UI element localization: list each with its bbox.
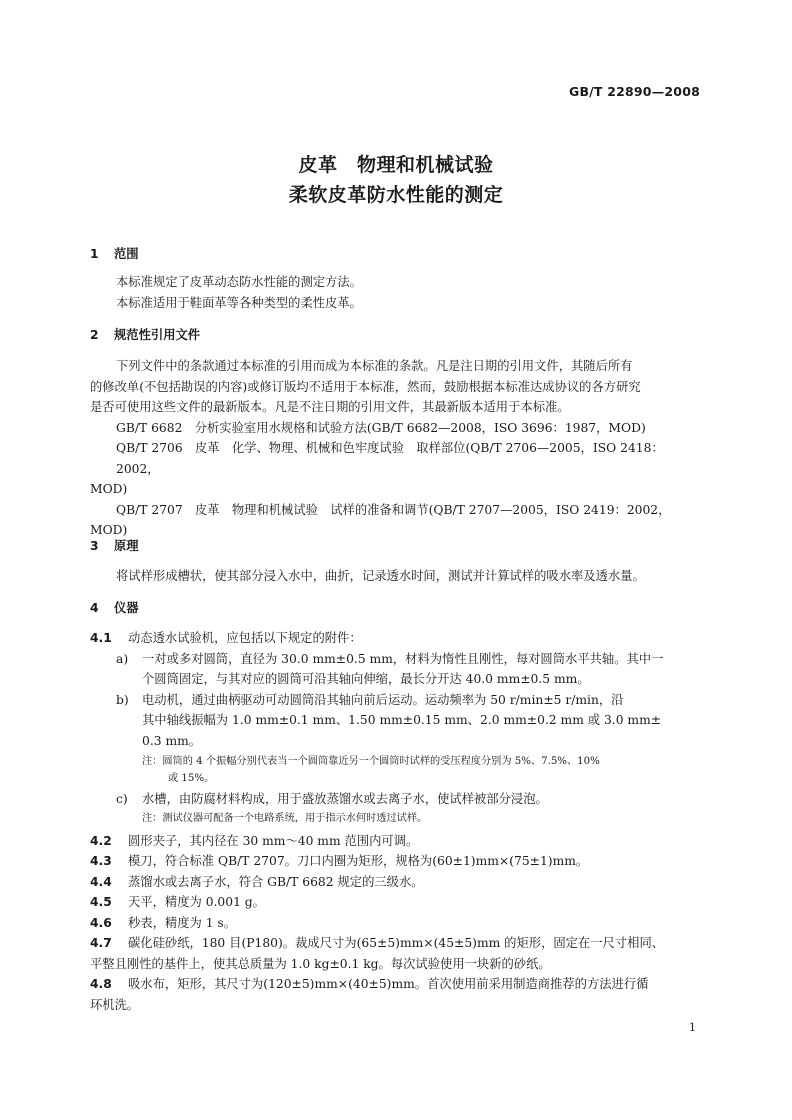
clause-text: 蒸馏水或去离子水，符合 GB/T 6682 规定的三级水。 — [128, 874, 424, 889]
section-1-body — [90, 272, 705, 313]
list-label: c) — [116, 792, 128, 806]
reference-item: QB/T 2707 皮革 物理和机械试验 试样的准备和调节(QB/T 2707—2005，ISO 2419：2002， — [116, 502, 671, 517]
section-3-body — [90, 566, 705, 587]
title-line-2: 柔软皮革防水性能的测定 — [288, 184, 504, 206]
page-number: 1 — [689, 1021, 696, 1034]
clause-text: 碳化硅砂纸，180 目(P180)。裁成尺寸为(65±5)mm×(45±5)mm 的矩形，固定在一尺寸相同、 — [128, 936, 665, 950]
section-heading — [90, 598, 705, 619]
note — [90, 810, 705, 827]
clause-4-8 — [90, 974, 705, 995]
clause-number: 4.7 — [90, 936, 112, 950]
paragraph: 将试样形成槽状，使其部分浸入水中，曲折，记录透水时间，测试并计算试样的吸水率及透水量。 — [116, 569, 645, 583]
section-2 — [90, 325, 705, 346]
list-item-cont: 其中轴线振幅为 1.0 mm±0.1 mm、1.50 mm±0.15 mm、2.0 mm±0.2 mm 或 3.0 mm± — [142, 713, 662, 727]
section-heading — [90, 536, 705, 557]
clause-number: 4.4 — [90, 874, 112, 889]
paragraph: 本标准规定了皮革动态防水性能的测定方法。 — [116, 275, 362, 289]
paragraph: 本标准适用于鞋面革等各种类型的柔性皮革。 — [116, 295, 362, 310]
clause-4-6 — [90, 913, 705, 934]
clause-number: 4.8 — [90, 977, 112, 991]
clause-text: 吸水布，矩形，其尺寸为(120±5)mm×(40±5)mm。首次使用前采用制造商推荐的方法进行循 — [128, 977, 649, 991]
list-label: b) — [116, 692, 129, 707]
clause-4-4 — [90, 872, 705, 893]
note-line: 注：测试仪器可配备一个电路系统，用于指示水何时透过试样。 — [142, 812, 428, 824]
paragraph-line: 下列文件中的条款通过本标准的引用而成为本标准的条款。凡是注日期的引用文件，其随后所有 — [116, 359, 633, 373]
reference-item-cont: MOD) — [90, 482, 128, 496]
section-heading — [90, 325, 705, 346]
list-label: a) — [116, 651, 129, 666]
clause-4-2 — [90, 831, 705, 852]
reference-item-cont: MOD) — [90, 523, 128, 537]
clause-4-5 — [90, 892, 705, 913]
paragraph-line: 的修改单(不包括勘误的内容)或修订版均不适用于本标准，然而，鼓励根据本标准达成协议的各方研究 — [90, 379, 641, 394]
section-number: 1 — [90, 247, 99, 261]
clause-number: 4.6 — [90, 915, 112, 930]
clause-4-3 — [90, 851, 705, 872]
section-number: 3 — [90, 539, 99, 553]
section-title: 规范性引用文件 — [114, 328, 201, 342]
list-text: 水槽，由防腐材料构成，用于盛放蒸馏水或去离子水，使试样被部分浸泡。 — [142, 792, 548, 806]
clause-number: 4.5 — [90, 895, 112, 909]
section-4-body — [90, 628, 705, 1015]
standard-code: GB/T 22890—2008 — [568, 84, 700, 99]
title-line-1: 皮革 物理和机械试验 — [298, 154, 494, 176]
clause-cont: 环机洗。 — [90, 997, 140, 1012]
clause-text: 圆形夹子，其内径在 30 mm～40 mm 范围内可调。 — [128, 833, 419, 848]
list-item-c — [90, 789, 705, 810]
clause-text: 秒表，精度为 1 s。 — [128, 915, 237, 930]
clause-4-1 — [90, 628, 705, 649]
list-text: 电动机，通过曲柄驱动可动圆筒沿其轴向前后运动。运动频率为 50 r/min±5 r/min，沿 — [142, 692, 624, 707]
paragraph-line: 是否可使用这些文件的最新版本。凡是不注日期的引用文件，其最新版本适用于本标准。 — [90, 400, 570, 414]
section-3 — [90, 536, 705, 557]
clause-number: 4.1 — [90, 631, 112, 645]
clause-text: 天平，精度为 0.001 g。 — [128, 895, 265, 909]
section-4 — [90, 598, 705, 619]
reference-item: GB/T 6682 分析实验室用水规格和试验方法(GB/T 6682—2008，ISO 3696：1987，MOD) — [116, 420, 646, 435]
section-2-body — [90, 356, 705, 541]
section-title: 原理 — [114, 539, 139, 553]
section-heading — [90, 244, 705, 265]
section-1 — [90, 244, 705, 265]
section-number: 4 — [90, 601, 99, 615]
clause-text: 模刀，符合标准 QB/T 2707。刀口内圈为矩形，规格为(60±1)mm×(75±1)mm。 — [128, 854, 589, 868]
list-item-a — [90, 649, 705, 670]
list-item-cont: 0.3 mm。 — [142, 733, 202, 748]
list-item-b — [90, 690, 705, 711]
note-line: 注：圆筒的 4 个振幅分别代表当一个圆筒靠近另一个圆筒时试样的受压程度分别为 5%、7.5%、10% — [142, 756, 600, 767]
clause-number: 4.3 — [90, 854, 112, 868]
list-item-cont: 个圆筒固定，与其对应的圆筒可沿其轴向伸缩，最长分开达 40.0 mm±0.5 mm。 — [142, 672, 590, 686]
section-number: 2 — [90, 328, 99, 342]
clause-4-7 — [90, 933, 705, 954]
section-title: 范围 — [114, 247, 139, 261]
section-title: 仪器 — [114, 601, 139, 615]
clause-cont: 平整且刚性的基件上，使其总质量为 1.0 kg±0.1 kg。每次试验使用一块新的砂纸。 — [90, 956, 551, 971]
clause-number: 4.2 — [90, 833, 112, 848]
note-line: 或 15%。 — [168, 773, 215, 784]
reference-item: QB/T 2706 皮革 化学、物理、机械和色牢度试验 取样部位(QB/T 2706—2005，ISO 2418：2002， — [116, 441, 664, 476]
clause-text: 动态透水试验机，应包括以下规定的附件： — [128, 631, 362, 645]
list-text: 一对或多对圆筒，直径为 30.0 mm±0.5 mm，材料为惰性且刚性，每对圆筒水平共轴。其中一 — [142, 651, 664, 666]
note — [90, 753, 705, 787]
